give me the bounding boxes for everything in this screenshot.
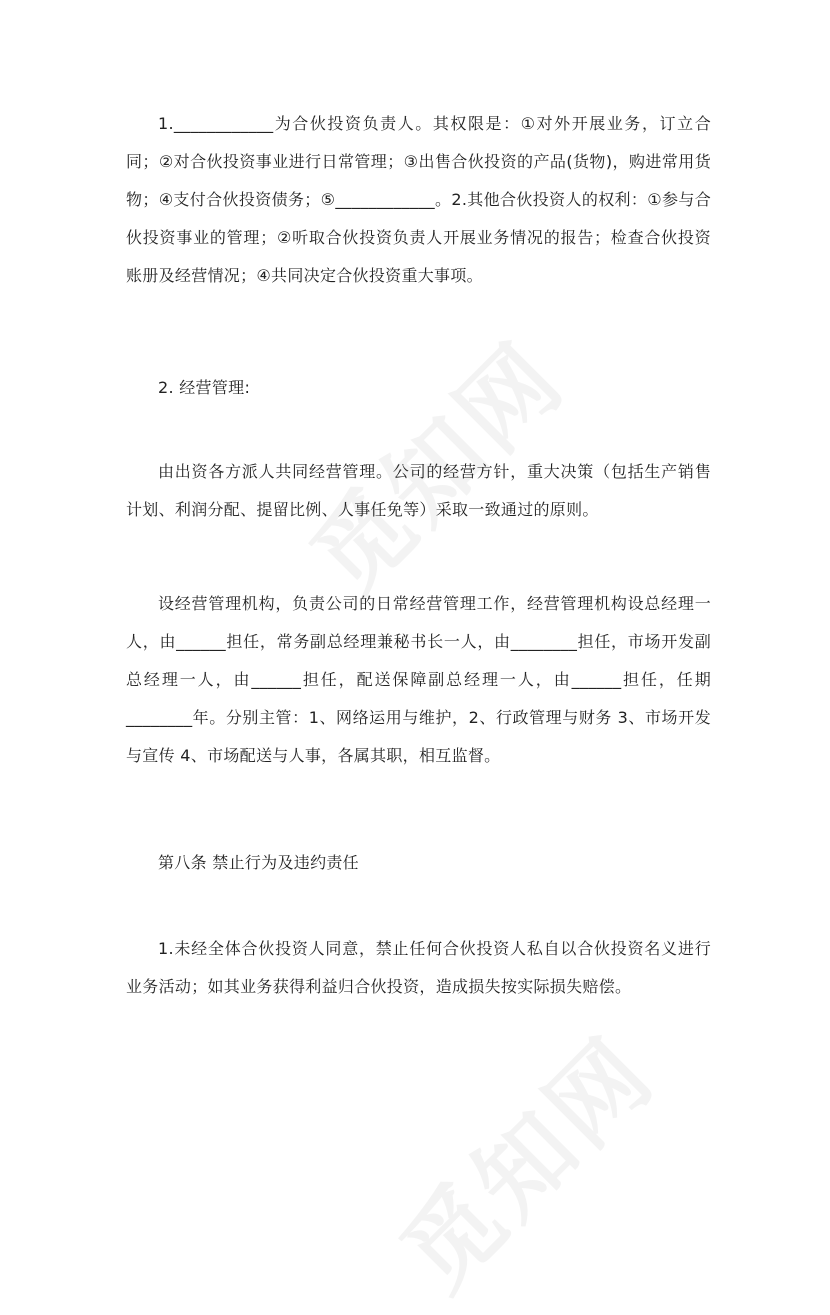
watermark [366, 1002, 679, 1315]
paragraph-joint-management: 由出资各方派人共同经营管理。公司的经营方针，重大决策（包括生产销售计划、利润分配、提留比例、人事任免等）采取一致通过的原则。 [126, 462, 711, 519]
paragraph-management-structure: 设经营管理机构，负责公司的日常经营管理工作，经营管理机构设总经理一人，由______担任，常务副总经理兼秘书长一人，由________担任，市场开发副总经理一人，由______担任，配送保障副总经理一人，由______担任，任期________年。分别主管：1、网络运用与维护，2、行政管理与财务 3、市场开发与宣传 4、市场配送与人事，各属其职，相互监督。 [126, 594, 711, 765]
article-heading-prohibited-acts: 第八条 禁止行为及违约责任 [158, 853, 359, 872]
paragraph-prohibited-acts: 1.未经全体合伙投资人同意，禁止任何合伙投资人私自以合伙投资名义进行业务活动；如其业务获得利益归合伙投资，造成损失按实际损失赔偿。 [126, 939, 711, 996]
paragraph-partner-authority: 1.____________为合伙投资负责人。其权限是：①对外开展业务，订立合同；②对合伙投资事业进行日常管理；③出售合伙投资的产品(货物)，购进常用货物；④支付合伙投资债务；⑤____________。2.其他合伙投资人的权利：①参与合伙投资事业的管理；②听取合伙投资负责人开展业务情况的报告；检查合伙投资账册及经营情况；④共同决定合伙投资重大事项。 [126, 114, 711, 285]
section-heading-management: 2. 经营管理: [158, 378, 251, 397]
